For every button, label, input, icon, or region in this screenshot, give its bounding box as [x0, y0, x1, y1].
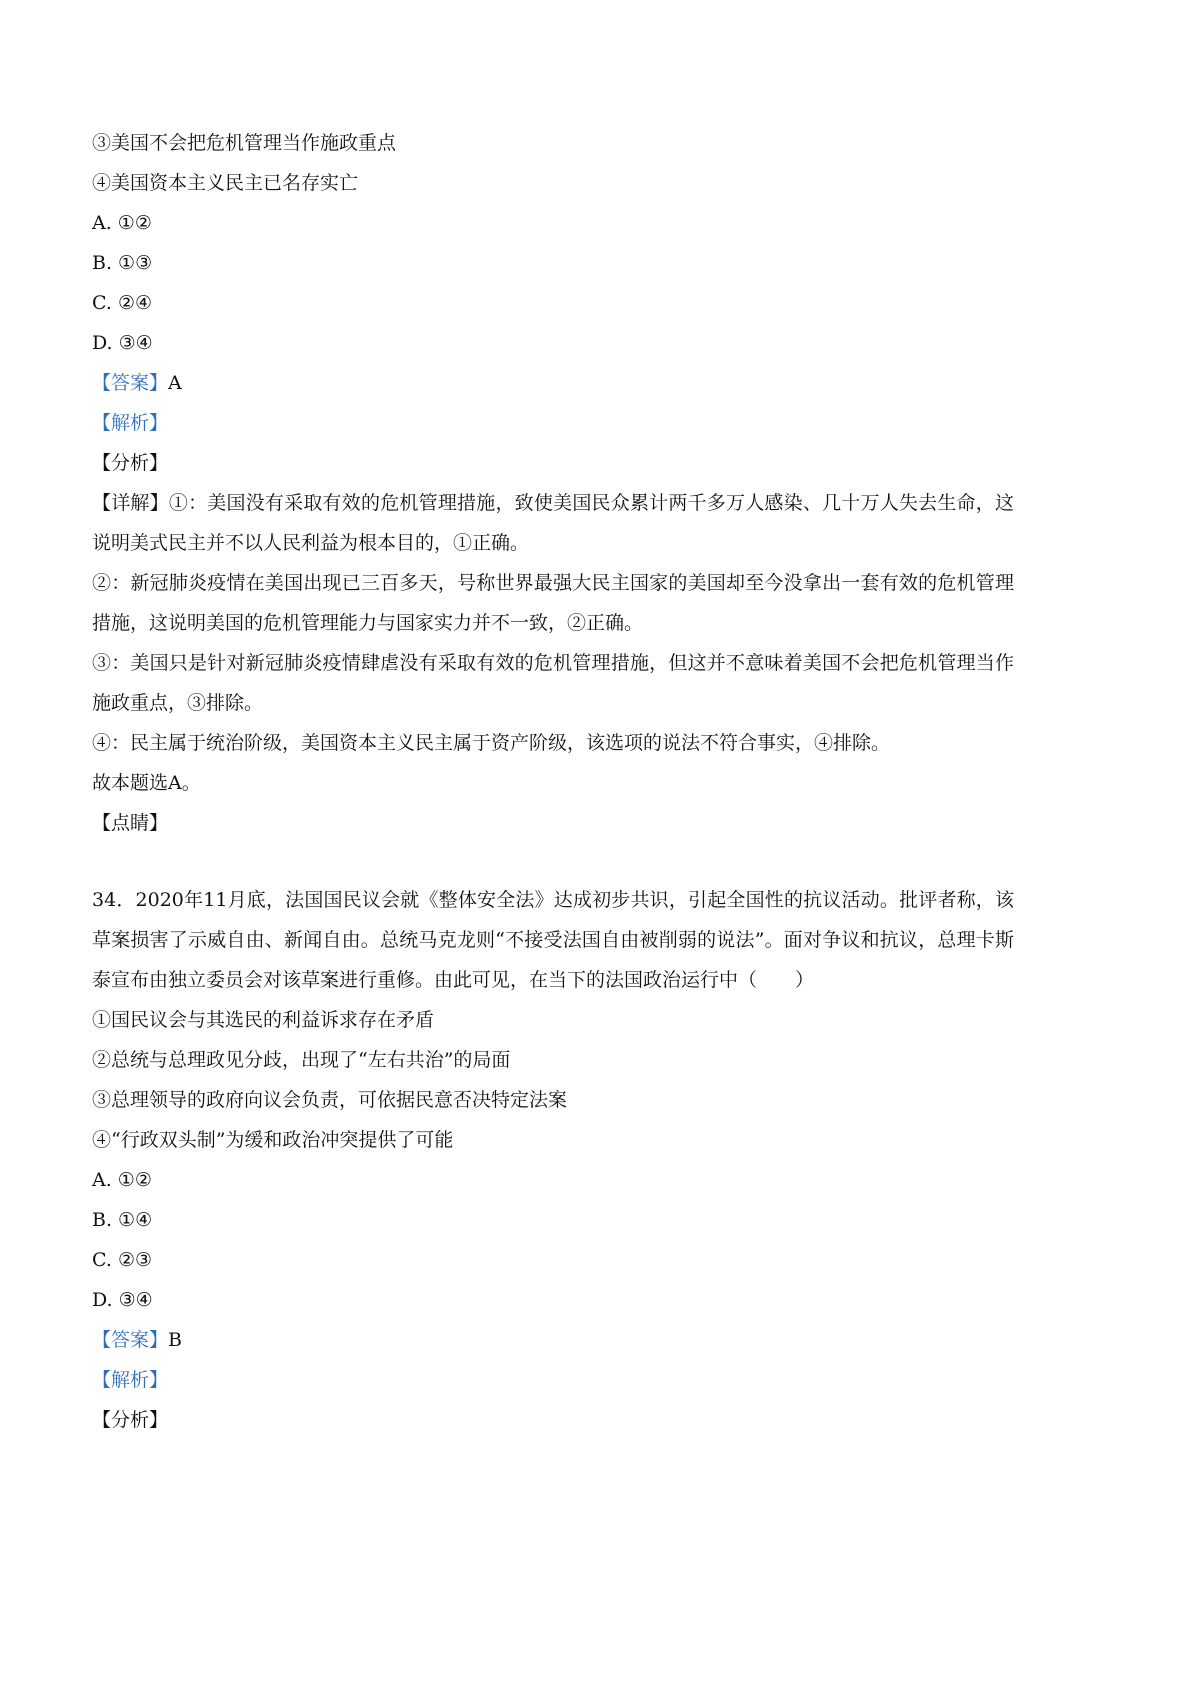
detail-4: ④：民主属于统治阶级，美国资本主义民主属于资产阶级，该选项的说法不符合事实，④排除。	[92, 732, 891, 754]
answer-value: A	[168, 372, 182, 394]
answer-tag: 【答案】	[92, 372, 169, 394]
fenxi-tag: 【分析】	[92, 452, 169, 474]
q34-statement-3: ③总理领导的政府向议会负责，可依据民意否决特定法案	[92, 1089, 568, 1111]
document-page	[92, 123, 1014, 1440]
answer-line	[92, 363, 1014, 403]
detail-text: ①：美国没有采取有效的危机管理措施，致使美国民众累计两千多万人感染、几十万人失去生命，这说明美式民主并不以人民利益为根本目的，①正确。	[92, 492, 1014, 554]
q34-choice-a: A. ①②	[92, 1169, 152, 1191]
choice-c: C. ②④	[92, 292, 153, 314]
q34-answer-tag: 【答案】	[92, 1329, 169, 1351]
q34-choice-b: B. ①④	[92, 1209, 153, 1231]
question-34-stem: 34．2020年11月底，法国国民议会就《整体安全法》达成初步共识，引起全国性的抗议活动。批评者称，该草案损害了示威自由、新闻自由。总统马克龙则“不接受法国自由被削弱的说法”。面对争议和抗议，总理卡斯泰宣布由独立委员会对该草案进行重修。由此可见，在当下的法国政治运行中（ ）	[92, 889, 1014, 991]
q34-statement-2: ②总统与总理政见分歧，出现了“左右共治”的局面	[92, 1049, 511, 1071]
dianjing-tag: 【点睛】	[92, 812, 169, 834]
q34-answer-line	[92, 1320, 1014, 1360]
choice-b: B. ①③	[92, 252, 153, 274]
conclusion: 故本题选A。	[92, 772, 201, 794]
choice-d: D. ③④	[92, 332, 153, 354]
choice-a: A. ①②	[92, 212, 152, 234]
statement-4: ④美国资本主义民主已名存实亡	[92, 172, 359, 194]
analysis-tag: 【解析】	[92, 412, 169, 434]
q34-fenxi-tag: 【分析】	[92, 1409, 169, 1431]
q34-statement-4: ④“行政双头制”为缓和政治冲突提供了可能	[92, 1129, 454, 1151]
q34-analysis-tag: 【解析】	[92, 1369, 169, 1391]
q34-choice-d: D. ③④	[92, 1289, 153, 1311]
detail-2: ②：新冠肺炎疫情在美国出现已三百多天，号称世界最强大民主国家的美国却至今没拿出一套有效的危机管理措施，这说明美国的危机管理能力与国家实力并不一致，②正确。	[92, 572, 1014, 634]
detail-1	[92, 483, 1014, 563]
q34-answer-value: B	[168, 1329, 182, 1351]
detail-tag: 【详解】	[92, 492, 169, 514]
statement-3: ③美国不会把危机管理当作施政重点	[92, 132, 397, 154]
q34-statement-1: ①国民议会与其选民的利益诉求存在矛盾	[92, 1009, 435, 1031]
q34-choice-c: C. ②③	[92, 1249, 153, 1271]
detail-3: ③：美国只是针对新冠肺炎疫情肆虐没有采取有效的危机管理措施，但这并不意味着美国不会把危机管理当作施政重点，③排除。	[92, 652, 1014, 714]
